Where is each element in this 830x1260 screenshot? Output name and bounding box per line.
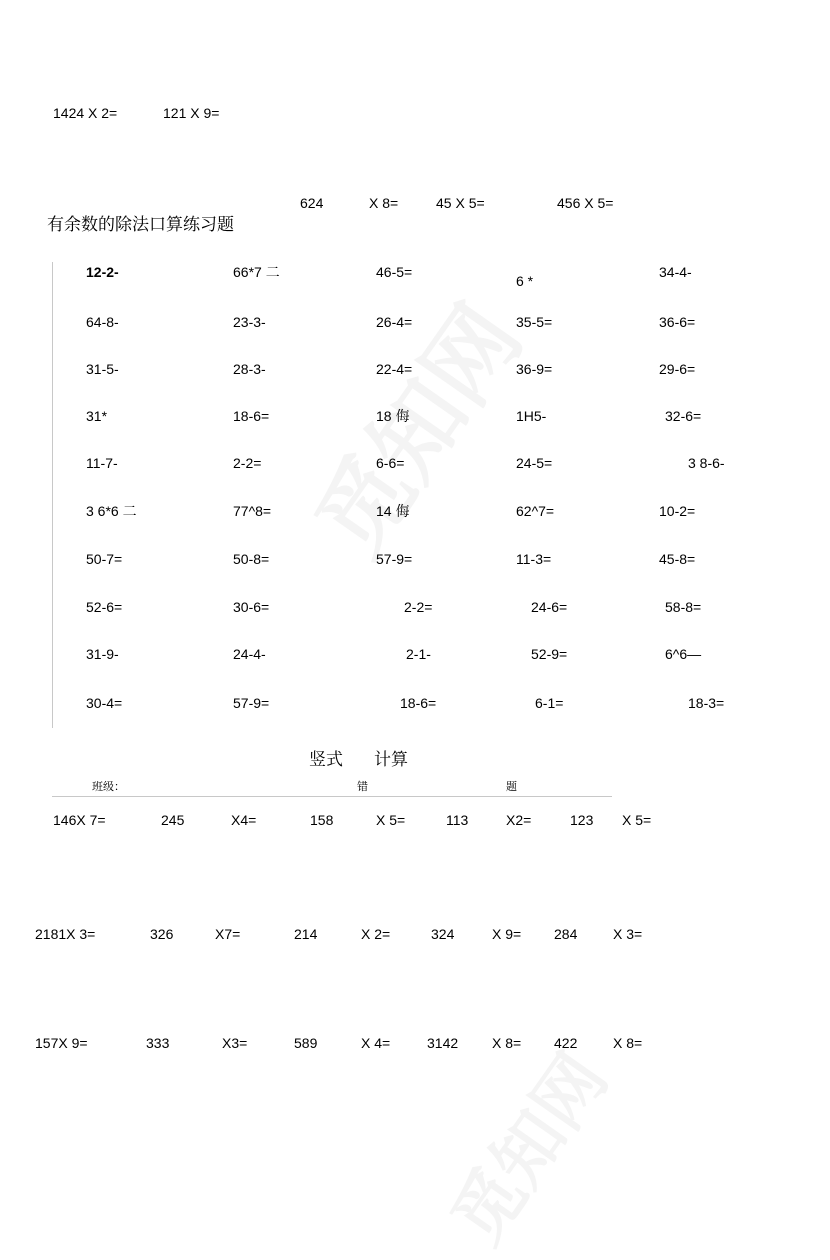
top-row2-num: 624	[300, 195, 324, 211]
grid-cell: 24-6=	[531, 599, 568, 615]
calc-item: 284	[554, 926, 578, 942]
top-row2-problem-3: 456 X 5=	[557, 195, 614, 211]
grid-cell: 28-3-	[233, 361, 266, 377]
grid-cell: 64-8-	[86, 314, 119, 330]
grid-cell: 2-2=	[404, 599, 433, 615]
calc-item: X 9=	[492, 926, 522, 942]
grid-cell: 18-6=	[400, 695, 437, 711]
top-row2-op: X 8=	[369, 195, 399, 211]
calc-item: X 8=	[492, 1035, 522, 1051]
calc-item: 324	[431, 926, 455, 942]
grid-cell: 12-2-	[86, 264, 119, 280]
calc-item: X3=	[222, 1035, 248, 1051]
grid-cell: 32-6=	[665, 408, 702, 424]
calc-item: X4=	[231, 812, 257, 828]
calc-item: 333	[146, 1035, 170, 1051]
calc-item: 3142	[427, 1035, 459, 1051]
grid-cell: 36-6=	[659, 314, 696, 330]
calc-item: X 4=	[361, 1035, 391, 1051]
grid-cell: 29-6=	[659, 361, 696, 377]
error-label: 错	[357, 780, 368, 793]
calc-item: X 3=	[613, 926, 643, 942]
grid-cell: 36-9=	[516, 361, 553, 377]
grid-cell: 50-8=	[233, 551, 270, 567]
question-label: 题	[506, 780, 517, 793]
grid-cell: 24-5=	[516, 455, 553, 471]
grid-cell: 45-8=	[659, 551, 696, 567]
calc-item: X 5=	[376, 812, 406, 828]
watermark-bottom	[423, 1031, 626, 1260]
grid-cell: 6^6—	[665, 646, 702, 662]
calc-item: 157X 9=	[35, 1035, 88, 1051]
grid-cell: 6-1=	[535, 695, 564, 711]
calc-item: 214	[294, 926, 318, 942]
grid-cell: 35-5=	[516, 314, 553, 330]
grid-cell: 57-9=	[233, 695, 270, 711]
watermark	[280, 275, 546, 577]
calc-item: 2181X 3=	[35, 926, 96, 942]
grid-cell: 6 *	[516, 273, 534, 289]
grid-cell: 1H5-	[516, 408, 547, 424]
grid-cell: 2-2=	[233, 455, 262, 471]
header-rule	[52, 796, 612, 797]
calc-item: 589	[294, 1035, 318, 1051]
calc-item: X 8=	[613, 1035, 643, 1051]
grid-cell: 24-4-	[233, 646, 266, 662]
top-problem-1: 1424 X 2=	[53, 105, 118, 121]
grid-cell: 77^8=	[233, 503, 272, 519]
grid-cell: 2-1-	[406, 646, 431, 662]
grid-cell: 31-9-	[86, 646, 119, 662]
grid-cell: 11-7-	[86, 455, 118, 471]
section-title-vertical: 竖式	[309, 750, 343, 770]
calc-item: X2=	[506, 812, 532, 828]
grid-cell: 18 侮	[376, 408, 410, 424]
left-margin-line	[52, 262, 53, 728]
calc-item: X 2=	[361, 926, 391, 942]
grid-cell: 26-4=	[376, 314, 413, 330]
grid-cell: 30-6=	[233, 599, 270, 615]
grid-cell: 66*7 二	[233, 264, 280, 280]
grid-cell: 11-3=	[516, 551, 552, 567]
grid-cell: 62^7=	[516, 503, 555, 519]
calc-item: 158	[310, 812, 334, 828]
grid-cell: 18-3=	[688, 695, 725, 711]
grid-cell: 57-9=	[376, 551, 413, 567]
calc-item: X 5=	[622, 812, 652, 828]
grid-cell: 34-4-	[659, 264, 692, 280]
top-row2-problem-2: 45 X 5=	[436, 195, 485, 211]
calc-item: 245	[161, 812, 185, 828]
section-title-vertical-2: 计算	[374, 750, 408, 770]
grid-cell: 6-6=	[376, 455, 405, 471]
grid-cell: 3 6*6 二	[86, 503, 137, 519]
grid-cell: 30-4=	[86, 695, 123, 711]
class-label: 班级：	[92, 780, 125, 793]
grid-cell: 52-9=	[531, 646, 568, 662]
grid-cell: 50-7=	[86, 551, 123, 567]
grid-cell: 46-5=	[376, 264, 413, 280]
grid-cell: 10-2=	[659, 503, 696, 519]
top-problem-2: 121 X 9=	[163, 105, 220, 121]
grid-cell: 3 8-6-	[688, 455, 725, 471]
grid-cell: 31*	[86, 408, 108, 424]
grid-cell: 58-8=	[665, 599, 702, 615]
grid-cell: 14 侮	[376, 503, 410, 519]
grid-cell: 31-5-	[86, 361, 119, 377]
grid-cell: 22-4=	[376, 361, 413, 377]
calc-item: X7=	[215, 926, 241, 942]
section-title-division: 有余数的除法口算练习题	[47, 215, 234, 235]
calc-item: 123	[570, 812, 594, 828]
grid-cell: 23-3-	[233, 314, 266, 330]
grid-cell: 52-6=	[86, 599, 123, 615]
calc-item: 326	[150, 926, 174, 942]
grid-cell: 18-6=	[233, 408, 270, 424]
calc-item: 422	[554, 1035, 578, 1051]
calc-item: 113	[446, 812, 469, 828]
calc-item: 146X 7=	[53, 812, 106, 828]
